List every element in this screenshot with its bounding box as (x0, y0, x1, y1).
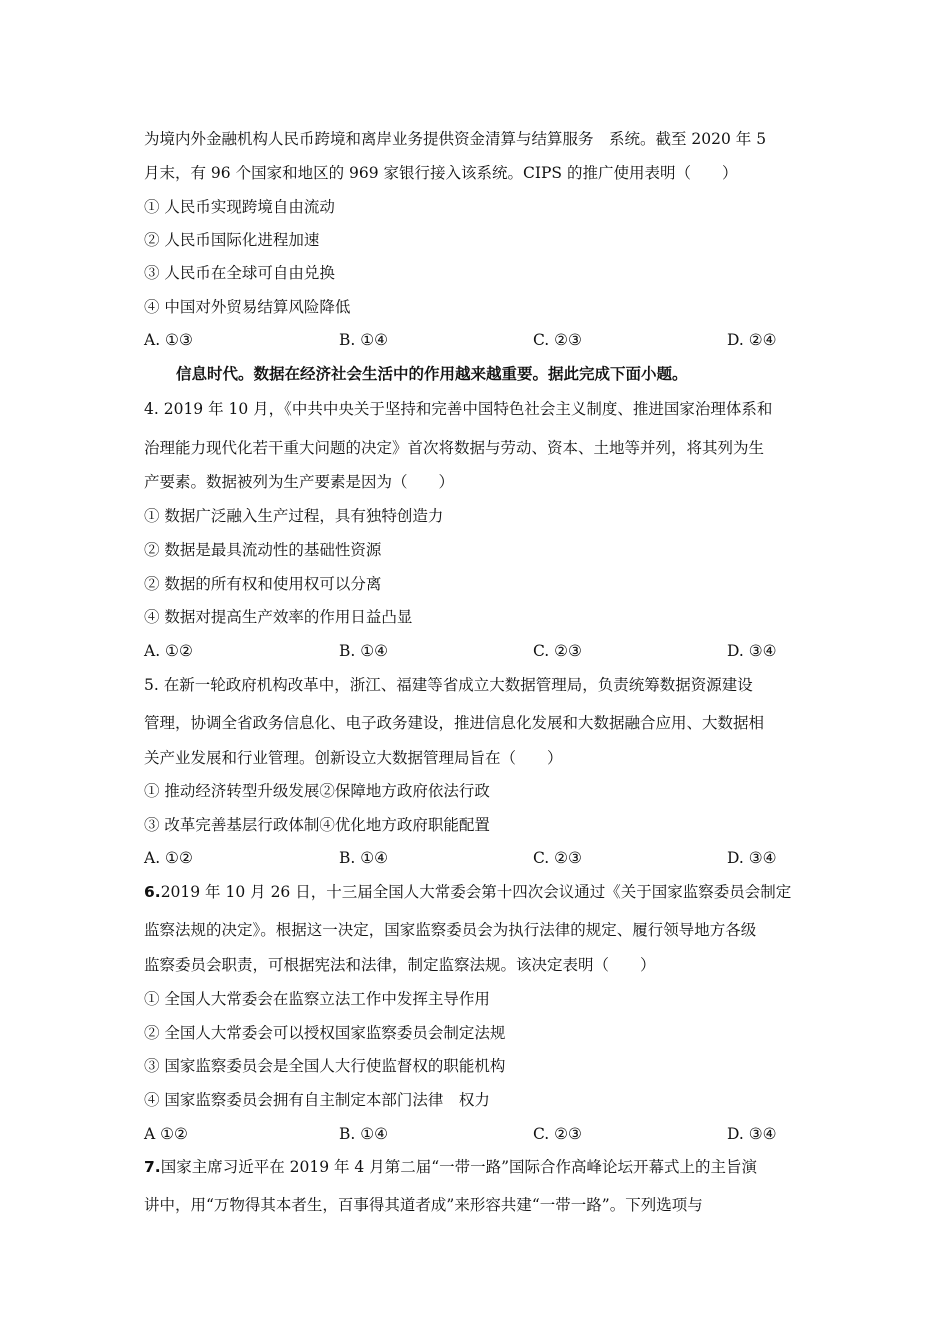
q6-item-2: ② 全国人大常委会可以授权国家监察委员会制定法规 (144, 1024, 506, 1042)
q4-option-b: B. ①④ (339, 642, 389, 660)
q4-item-3: ② 数据的所有权和使用权可以分离 (144, 575, 382, 593)
q3-option-a: A. ①③ (144, 331, 193, 349)
q5-option-d: D. ③④ (727, 849, 777, 867)
q6-item-3: ③ 国家监察委员会是全国人大行使监督权的职能机构 (144, 1057, 506, 1075)
q5-option-c: C. ②③ (533, 849, 582, 867)
q7-stem-line-2: 讲中，用“万物得其本者生，百事得其道者成”来形容共建“一带一路”。下列选项与 (144, 1196, 703, 1214)
q3-item-3: ③ 人民币在全球可自由兑换 (144, 264, 335, 282)
q6-option-a: A ①② (144, 1125, 188, 1143)
q5-stem-line-2: 管理，协调全省政务信息化、电子政务建设，推进信息化发展和大数据融合应用、大数据相 (144, 714, 765, 732)
q3-option-b: B. ①④ (339, 331, 389, 349)
q6-option-c: C. ②③ (533, 1125, 582, 1143)
q5-item-2: ③ 改革完善基层行政体制④优化地方政府职能配置 (144, 816, 490, 834)
q4-option-d: D. ③④ (727, 642, 777, 660)
q4-item-4: ④ 数据对提高生产效率的作用日益凸显 (144, 608, 413, 626)
q6-item-4: ④ 国家监察委员会拥有自主制定本部门法律 权力 (144, 1091, 490, 1109)
q6-stem-line-1 (144, 882, 814, 902)
q3-option-d: D. ②④ (727, 331, 777, 349)
group-lead: 信息时代。数据在经济社会生活中的作用越来越重要。据此完成下面小题。 (176, 365, 688, 383)
q7-number: 7. (144, 1158, 161, 1176)
q6-option-b: B. ①④ (339, 1125, 389, 1143)
q4-option-a: A. ①② (144, 642, 193, 660)
q5-item-1: ① 推动经济转型升级发展②保障地方政府依法行政 (144, 782, 490, 800)
q3-item-4: ④ 中国对外贸易结算风险降低 (144, 298, 351, 316)
q6-option-d: D. ③④ (727, 1125, 777, 1143)
q4-stem-line-3: 产要素。数据被列为生产要素是因为（ ） (144, 473, 455, 491)
q4-item-2: ② 数据是最具流动性的基础性资源 (144, 541, 382, 559)
q5-stem-line-3: 关产业发展和行业管理。创新设立大数据管理局旨在（ ） (144, 749, 563, 767)
q7-stem-line-1 (144, 1157, 814, 1177)
q5-option-a: A. ①② (144, 849, 193, 867)
q7-stem-text-1: 国家主席习近平在 2019 年 4 月第二届“一带一路”国际合作高峰论坛开幕式上的主旨演 (160, 1158, 758, 1176)
q6-stem-text-1: 2019 年 10 月 26 日，十三届全国人大常委会第十四次会议通过《关于国家监察委员会制定 (160, 883, 792, 901)
q6-options (144, 1124, 804, 1144)
q5-stem-line-1: 5. 在新一轮政府机构改革中，浙江、福建等省成立大数据管理局，负责统筹数据资源建设 (144, 676, 753, 694)
q6-stem-line-3: 监察委员会职责，可根据宪法和法律，制定监察法规。该决定表明（ ） (144, 956, 656, 974)
q6-item-1: ① 全国人大常委会在监察立法工作中发挥主导作用 (144, 990, 490, 1008)
q3-options (144, 330, 804, 350)
q3-stem-line-2: 月末，有 96 个国家和地区的 969 家银行接入该系统。CIPS 的推广使用表明（ ） (144, 164, 738, 182)
q3-item-1: ① 人民币实现跨境自由流动 (144, 198, 335, 216)
q6-number: 6. (144, 883, 161, 901)
q4-option-c: C. ②③ (533, 642, 582, 660)
q5-options (144, 848, 804, 868)
q3-option-c: C. ②③ (533, 331, 582, 349)
q3-item-2: ② 人民币国际化进程加速 (144, 231, 320, 249)
q4-stem-line-2: 治理能力现代化若干重大问题的决定》首次将数据与劳动、资本、土地等并列，将其列为生 (144, 439, 765, 457)
q4-stem-line-1: 4. 2019 年 10 月，《中共中央关于坚持和完善中国特色社会主义制度、推进国家治理体系和 (144, 400, 773, 418)
q6-stem-line-2: 监察法规的决定》。根据这一决定，国家监察委员会为执行法律的规定、履行领导地方各级 (144, 921, 757, 939)
q5-option-b: B. ①④ (339, 849, 389, 867)
q4-item-1: ① 数据广泛融入生产过程，具有独特创造力 (144, 507, 444, 525)
q3-stem-line-1: 为境内外金融机构人民币跨境和离岸业务提供资金清算与结算服务 系统。截至 2020 年 5 (144, 130, 767, 148)
q4-options (144, 641, 804, 661)
